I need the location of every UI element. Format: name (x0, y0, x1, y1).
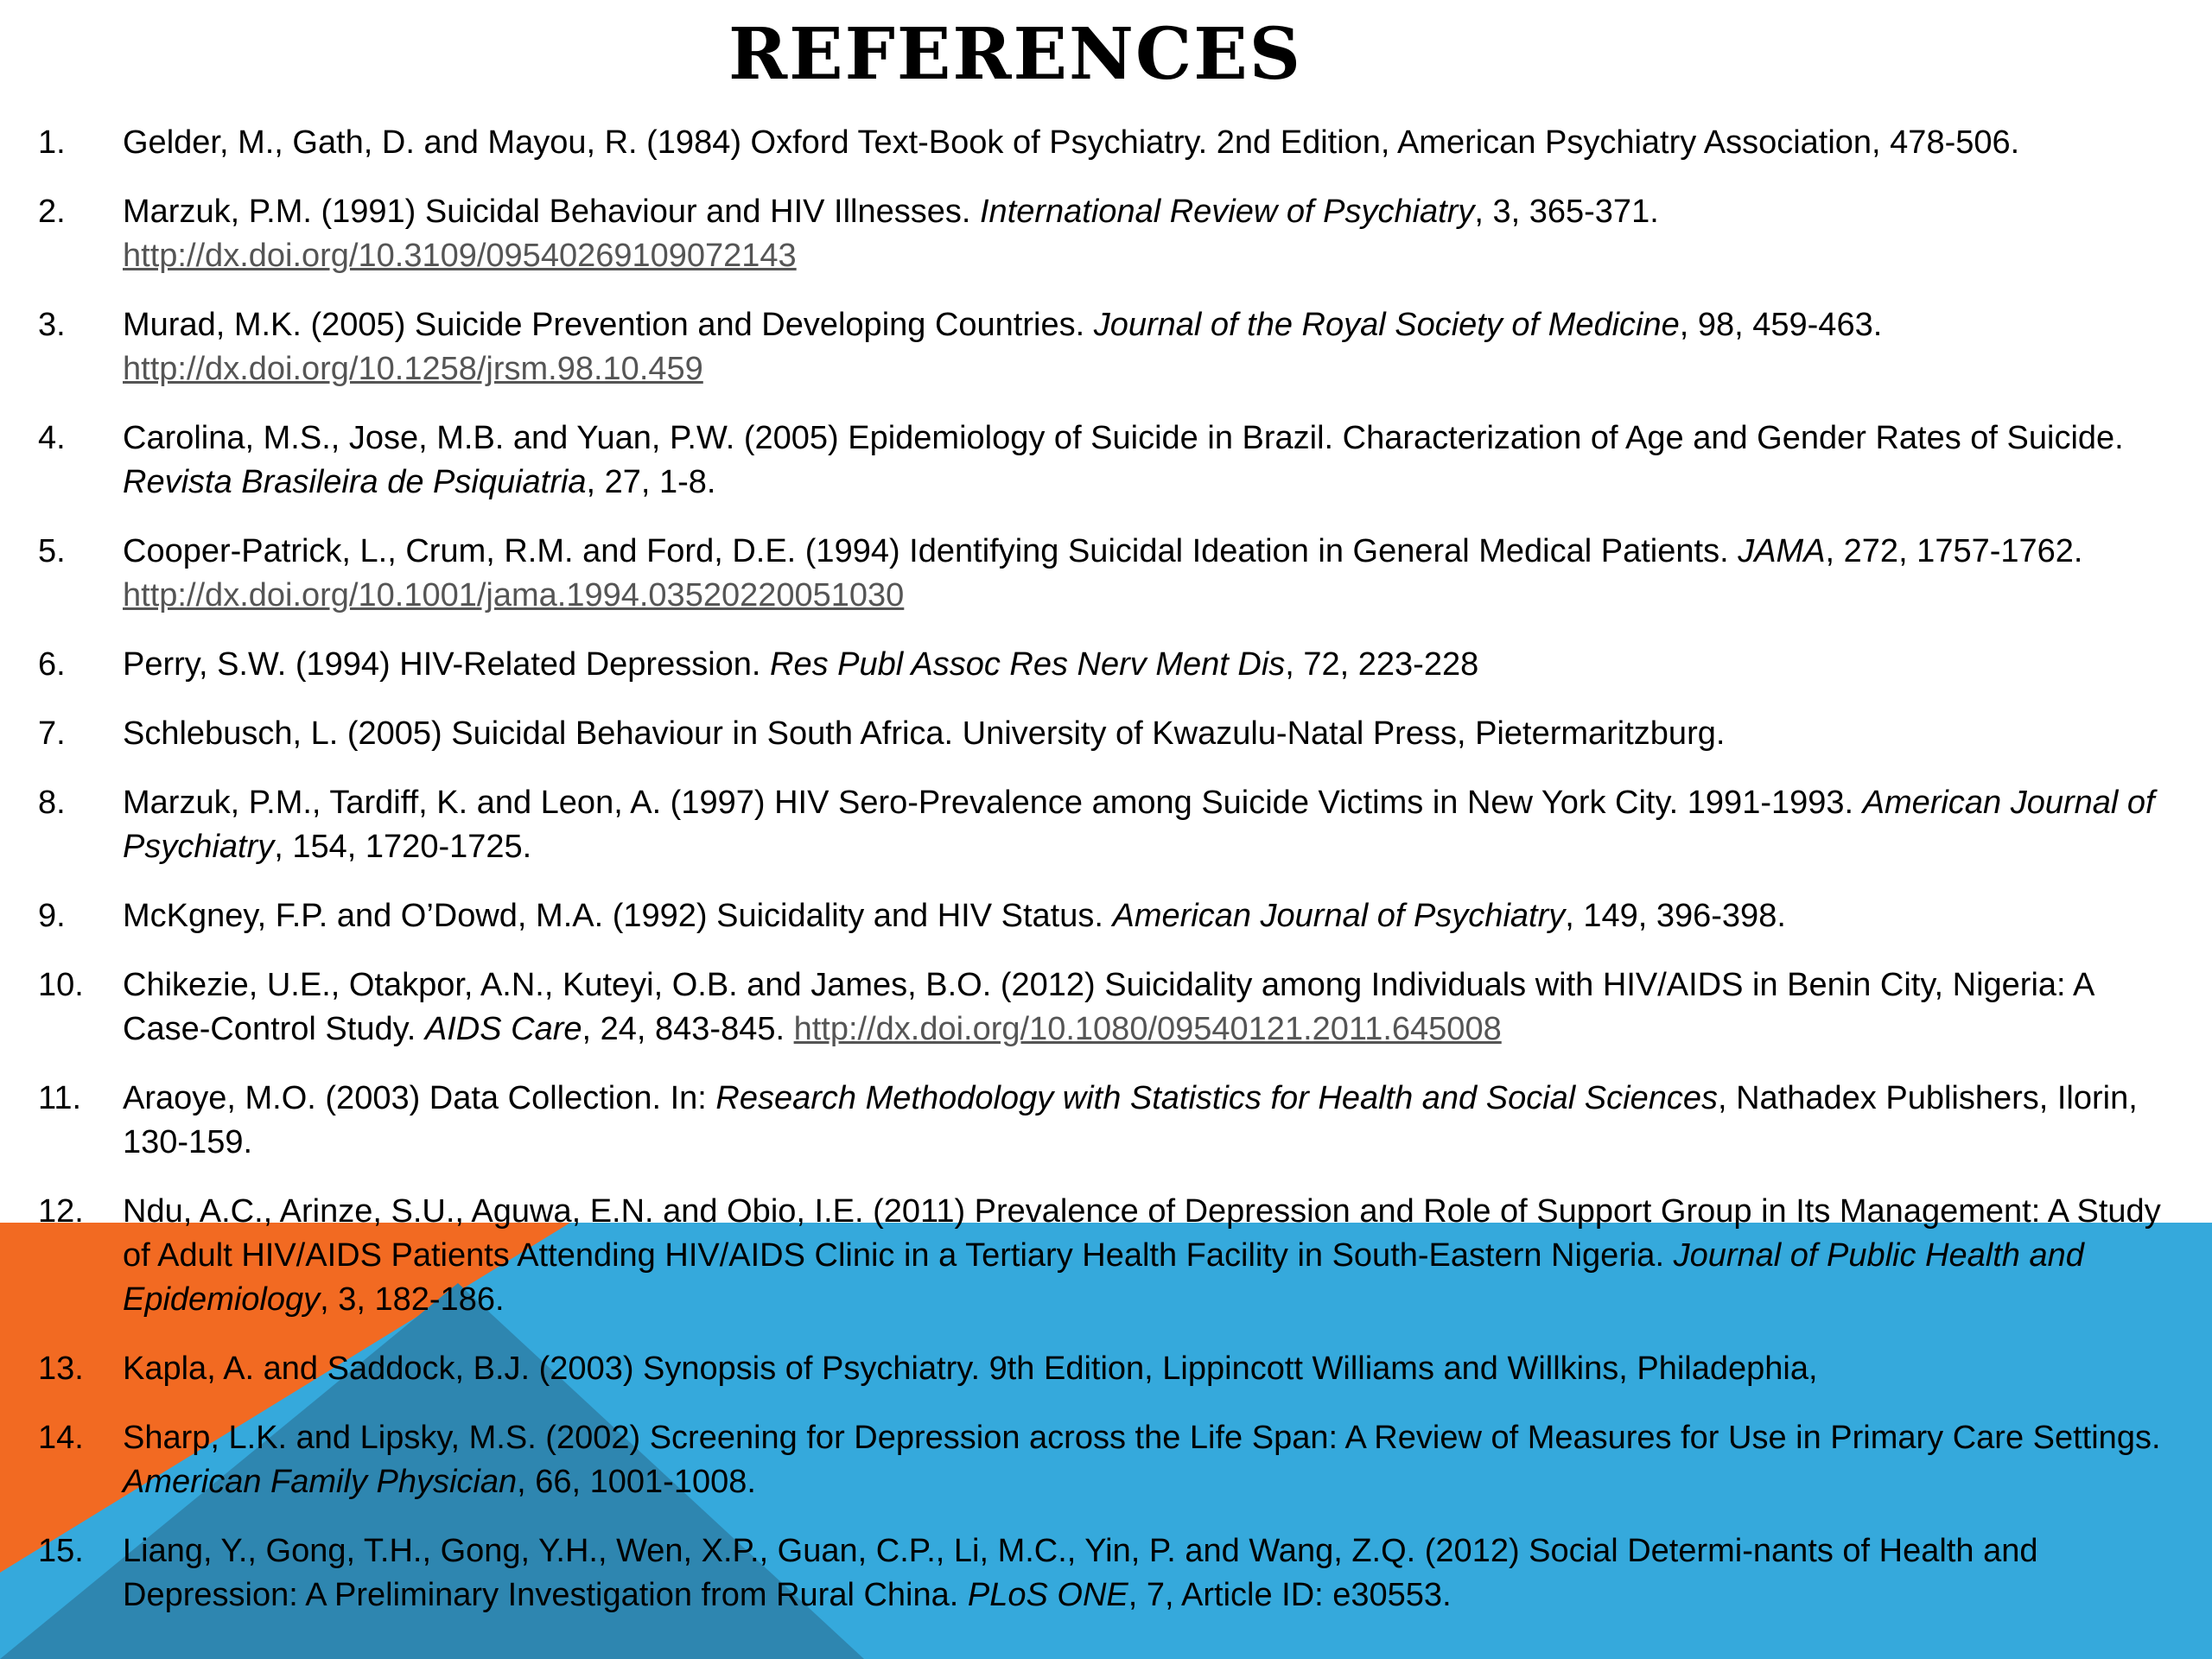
reference-number: 15. (38, 1533, 84, 1569)
reference-authors-title: Perry, S.W. (1994) HIV-Related Depression. (123, 646, 771, 683)
reference-authors-title: Marzuk, P.M. (1991) Suicidal Behaviour and HIV Illnesses. (123, 194, 980, 230)
reference-journal: JAMA (1738, 533, 1826, 569)
reference-text (123, 781, 2164, 869)
reference-journal: Research Methodology with Statistics for Health and Social Sciences (715, 1080, 1718, 1116)
reference-details: , 66, 1001-1008. (517, 1464, 756, 1500)
reference-item (38, 894, 2164, 938)
reference-text (123, 303, 2164, 391)
reference-number: 1. (38, 124, 66, 161)
reference-number: 5. (38, 533, 66, 569)
reference-number: 7. (38, 715, 66, 752)
reference-list (38, 121, 2164, 1643)
reference-item (38, 781, 2164, 869)
reference-item (38, 303, 2164, 391)
reference-doi-link[interactable]: http://dx.doi.org/10.3109/09540269109072143 (123, 238, 797, 274)
reference-journal: International Review of Psychiatry (980, 194, 1475, 230)
reference-number: 8. (38, 785, 66, 821)
reference-authors-title: Ndu, A.C., Arinze, S.U., Aguwa, E.N. and Obio, I.E. (2011) Prevalence of Depression and Role of Support Group in Its Management: A Study of Adult HIV/AIDS Patients Attending HIV/AIDS Clinic in a Tertiary Health Facility in South-Eastern Nigeria. (123, 1193, 2161, 1274)
reference-journal: Journal of the Royal Society of Medicine (1093, 307, 1680, 343)
reference-item (38, 190, 2164, 278)
reference-authors-title: Schlebusch, L. (2005) Suicidal Behaviour in South Africa. University of Kwazulu-Natal Press, Pietermaritzburg. (123, 715, 1726, 752)
reference-journal: American Family Physician (123, 1464, 518, 1500)
reference-number: 6. (38, 646, 66, 683)
reference-number: 10. (38, 967, 84, 1003)
reference-number: 13. (38, 1351, 84, 1387)
reference-item (38, 530, 2164, 618)
reference-text (123, 894, 2164, 938)
reference-text (123, 1529, 2164, 1618)
reference-journal: PLoS ONE (967, 1577, 1128, 1613)
reference-authors-title: McKgney, F.P. and O’Dowd, M.A. (1992) Suicidality and HIV Status. (123, 898, 1113, 934)
reference-authors-title: Liang, Y., Gong, T.H., Gong, Y.H., Wen, X.P., Guan, C.P., Li, M.C., Yin, P. and Wang, Z.Q. (2012) Social Determi-nants of Health and Depression: A Preliminary Investigation from Rural China. (123, 1533, 2038, 1613)
reference-details: , 3, 182-186. (320, 1281, 505, 1318)
reference-authors-title: Murad, M.K. (2005) Suicide Prevention and Developing Countries. (123, 307, 1094, 343)
reference-details: , 154, 1720-1725. (274, 829, 532, 865)
reference-number: 4. (38, 420, 66, 456)
reference-number: 9. (38, 898, 66, 934)
reference-details: , 24, 843-845. (582, 1011, 794, 1047)
reference-authors-title: Chikezie, U.E., Otakpor, A.N., Kuteyi, O.B. and James, B.O. (2012) Suicidality among Individuals with HIV/AIDS in Benin City, Nigeria: A Case-Control Study. (123, 967, 2094, 1047)
reference-authors-title: Gelder, M., Gath, D. and Mayou, R. (1984) Oxford Text-Book of Psychiatry. 2nd Edition, American Psychiatry Association, 478-506. (123, 124, 2020, 161)
reference-text (123, 416, 2164, 505)
reference-item (38, 1529, 2164, 1618)
reference-authors-title: Sharp, L.K. and Lipsky, M.S. (2002) Screening for Depression across the Life Span: A Review of Measures for Use in Primary Care Settings. (123, 1420, 2161, 1456)
reference-text (123, 1190, 2164, 1322)
reference-details: , 98, 459-463. (1679, 307, 1883, 343)
reference-authors-title: Carolina, M.S., Jose, M.B. and Yuan, P.W. (2005) Epidemiology of Suicide in Brazil. Characterization of Age and Gender Rates of Suicide. (123, 420, 2124, 456)
reference-text (123, 1416, 2164, 1504)
reference-authors-title: Kapla, A. and Saddock, B.J. (2003) Synopsis of Psychiatry. 9th Edition, Lippincott Williams and Willkins, Philadephia, (123, 1351, 1818, 1387)
reference-number: 3. (38, 307, 66, 343)
reference-details: , 72, 223-228 (1285, 646, 1479, 683)
reference-doi-link[interactable]: http://dx.doi.org/10.1001/jama.1994.03520220051030 (123, 577, 905, 613)
reference-number: 11. (38, 1080, 82, 1116)
reference-authors-title: Marzuk, P.M., Tardiff, K. and Leon, A. (1997) HIV Sero-Prevalence among Suicide Victims in New York City. 1991-1993. (123, 785, 1863, 821)
reference-authors-title: Cooper-Patrick, L., Crum, R.M. and Ford, D.E. (1994) Identifying Suicidal Ideation in General Medical Patients. (123, 533, 1738, 569)
reference-details: , 272, 1757-1762. (1825, 533, 2083, 569)
reference-doi-link[interactable]: http://dx.doi.org/10.1258/jrsm.98.10.459 (123, 351, 703, 387)
reference-details: , 7, Article ID: e30553. (1128, 1577, 1452, 1613)
reference-item (38, 1347, 2164, 1391)
reference-journal: AIDS Care (424, 1011, 582, 1047)
reference-number: 2. (38, 194, 66, 230)
reference-text (123, 963, 2164, 1052)
reference-journal: American Journal of Psychiatry (123, 785, 2155, 865)
reference-details: , 149, 396-398. (1565, 898, 1786, 934)
reference-details: , 3, 365-371. (1474, 194, 1659, 230)
reference-item (38, 1190, 2164, 1322)
reference-journal: Journal of Public Health and Epidemiology (123, 1237, 2084, 1318)
reference-number: 12. (38, 1193, 84, 1230)
reference-journal: American Journal of Psychiatry (1112, 898, 1566, 934)
reference-text (123, 643, 2164, 687)
page-title: REFERENCES (728, 13, 1302, 96)
reference-item (38, 1416, 2164, 1504)
reference-text (123, 121, 2164, 165)
reference-item (38, 121, 2164, 165)
reference-text (123, 712, 2164, 756)
reference-item (38, 643, 2164, 687)
reference-text (123, 190, 2164, 278)
reference-item (38, 963, 2164, 1052)
reference-journal: Revista Brasileira de Psiquiatria (123, 464, 587, 500)
reference-journal: Res Publ Assoc Res Nerv Ment Dis (770, 646, 1286, 683)
reference-authors-title: Araoye, M.O. (2003) Data Collection. In: (123, 1080, 716, 1116)
reference-text (123, 1347, 2164, 1391)
reference-item (38, 416, 2164, 505)
reference-details: , 27, 1-8. (586, 464, 716, 500)
reference-details: , Nathadex Publishers, Ilorin, 130-159. (123, 1080, 2138, 1160)
reference-text (123, 1077, 2164, 1165)
reference-text (123, 530, 2164, 618)
reference-item (38, 1077, 2164, 1165)
reference-number: 14. (38, 1420, 84, 1456)
reference-item (38, 712, 2164, 756)
reference-doi-link[interactable]: http://dx.doi.org/10.1080/09540121.2011.645008 (793, 1011, 1502, 1047)
